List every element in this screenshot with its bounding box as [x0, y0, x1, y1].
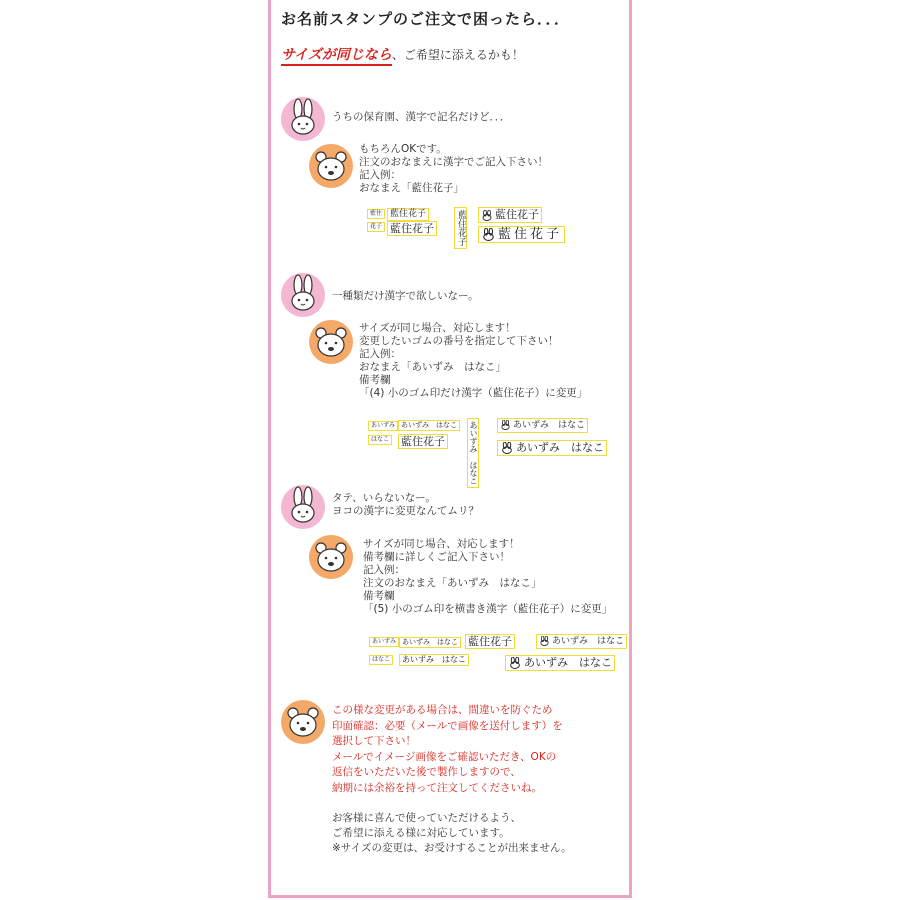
- stamp-2-vertical: あいずみ はなこ: [467, 418, 479, 488]
- stamp-1-tiny1: 藍住: [367, 209, 385, 219]
- bunny-icon: [500, 420, 511, 430]
- stamp-2-bunny-lg-text: あいずみ はなこ: [516, 441, 604, 454]
- stamp-1-bunny-lg-text: 藍住花子: [498, 227, 563, 242]
- page-title: お名前スタンプのご注文で困ったら．．．: [281, 10, 571, 28]
- stamp-2-bunny-sm-text: あいずみ はなこ: [513, 420, 586, 431]
- bear-icon: [309, 535, 353, 579]
- bunny-icon: [481, 228, 496, 241]
- bunny-icon: [281, 273, 325, 317]
- question-1: うちの保育園、漢字で記名だけど．．．: [332, 111, 511, 123]
- stamp-1-sm: 藍住花子: [387, 208, 429, 221]
- stamp-2-tiny2: はなこ: [368, 435, 392, 445]
- bear-icon: [281, 700, 325, 744]
- stamp-3-sm: あいずみ はなこ: [399, 637, 461, 648]
- stamp-1-md: 藍住花子: [387, 221, 437, 236]
- stamp-1-bunny-sm-text: 藍住花子: [495, 208, 539, 221]
- stamp-3-bunny-lg: [505, 655, 615, 671]
- stamp-3-bunny-sm-text: あいずみ はなこ: [552, 636, 625, 647]
- stamp-3-bunny-sm: [536, 634, 627, 649]
- bear-icon: [309, 320, 353, 364]
- subtitle: [281, 44, 524, 64]
- stamp-3-bunny-lg-text: あいずみ はなこ: [524, 656, 612, 669]
- bunny-icon: [281, 97, 325, 141]
- stamp-1-bunny-lg: [478, 226, 565, 243]
- stamp-2-sm: あいずみ はなこ: [398, 420, 460, 431]
- bunny-icon: [539, 636, 550, 646]
- bunny-icon: [481, 210, 493, 221]
- stamp-1-tiny2: 花子: [367, 222, 385, 232]
- info-card: [268, 0, 632, 898]
- stamp-3-md-kana: あいずみ はなこ: [399, 654, 469, 666]
- notice-red: この様な変更がある場合は、間違いを防ぐため 印面確認：必要（メールで画像を送付します）を 選択して下さい！ メールでイメージ画像をご確認いただき、OKの 返信をいただいた後で製作しますので、 納期には余裕を持って注文してくださいね。: [332, 704, 563, 794]
- question-3: タテ、いらないなー。 ヨコの漢字に変更なんてムリ？: [332, 492, 479, 517]
- bunny-icon: [500, 442, 514, 454]
- stamp-1-vertical: 藍住花子: [454, 207, 467, 249]
- answer-1: もちろんOKです。 注文のおなまえに漢字でご記入下さい！ 記入例： おなまえ「藍住花子」: [359, 143, 548, 194]
- stamp-3-tiny2: はなこ: [369, 655, 393, 665]
- stamp-2-tiny1: あいずみ: [368, 421, 398, 431]
- stamp-2-bunny-lg: [497, 440, 607, 456]
- bear-icon: [309, 144, 353, 188]
- bunny-icon: [508, 657, 522, 669]
- bunny-icon: [281, 485, 325, 529]
- stamp-3-tiny1: あいずみ: [369, 637, 399, 647]
- stamp-1-bunny-sm: [478, 207, 542, 223]
- stamp-2-bunny-sm: [497, 418, 588, 433]
- question-2: 一種類だけ漢字で欲しいなー。: [332, 290, 479, 302]
- subtitle-highlight: サイズが同じなら: [281, 47, 392, 66]
- answer-3: サイズが同じ場合、対応します！ 備考欄に詳しくご記入下さい！ 記入例： 注文のおなまえ「あいずみ はなこ」 備考欄 「(5) 小のゴム印を横書き漢字（藍住花子）に変更」: [363, 538, 613, 615]
- stamp-3-md: 藍住花子: [465, 634, 515, 649]
- answer-2: サイズが同じ場合、対応します！ 変更したいゴムの番号を指定して下さい！ 記入例： おなまえ「あいずみ はなこ」 備考欄 「(4) 小のゴム印だけ漢字（藍住花子）に変更」: [359, 322, 588, 399]
- stamp-2-md: 藍住花子: [398, 434, 448, 449]
- subtitle-rest: 、ご希望に添えるかも！: [391, 48, 524, 62]
- notice-black: お客様に喜んで使っていただけるよう、 ご希望に添える様に対応しています。 ※サイズの変更は、お受けすることが出来ません。: [332, 812, 572, 854]
